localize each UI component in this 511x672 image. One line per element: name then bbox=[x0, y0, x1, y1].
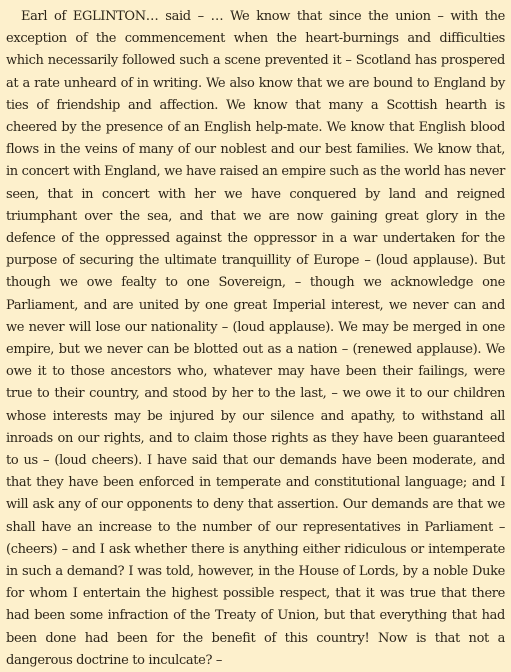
speech-paragraph: Earl of EGLINTON… said – … We know that since the union – with the exception of the commencement when the heart-burnings and difficulties which necessarily followed such a scene prevented it – Scotland has prospered at a rate unheard of in writing. We also know that we are bound to England by ties of friendship and affection. We know that many a Scottish hearth is cheered by the presence of an English help-mate. We know that English blood flows in the veins of many of our noblest and our best families. We know that, in concert with England, we have raised an empire such as the world has never seen, that in concert with her we have conquered by land and reigned triumphant over the sea, and that we are now gaining great glory in the defence of the oppressed against the oppressor in a war undertaken for the purpose of securing the ultimate tranquillity of Europe – (loud applause). But though we owe fealty to one Sovereign, – though we acknowledge one Parliament, and are united by one great Imperial interest, we never can and we never will lose our nationality – (loud applause). We may be merged in one empire, but we never can be blotted out as a nation – (renewed applause). We owe it to those ancestors who, whatever may have been their failings, were true to their country, and stood by her to the last, – we owe it to our children whose interests may be injured by our silence and apathy, to withstand all inroads on our rights, and to claim those rights as they have been guaranteed to us – (loud cheers). I have said that our demands have been moderate, and that they have been enforced in temperate and constitutional language; and I will ask any of our opponents to deny that assertion. Our demands are that we shall have an increase to the number of our representatives in Parliament – (cheers) – and I ask whether there is anything either ridiculous or intemperate in such a demand? I was told, however, in the House of Lords, by a noble Duke for whom I entertain the highest possible respect, that it was true that there had been some infraction of the Treaty of Union, but that everything that had been done had been for the benefit of this country! Now is that not a dangerous doctrine to inculcate? – bbox=[6, 9, 505, 668]
